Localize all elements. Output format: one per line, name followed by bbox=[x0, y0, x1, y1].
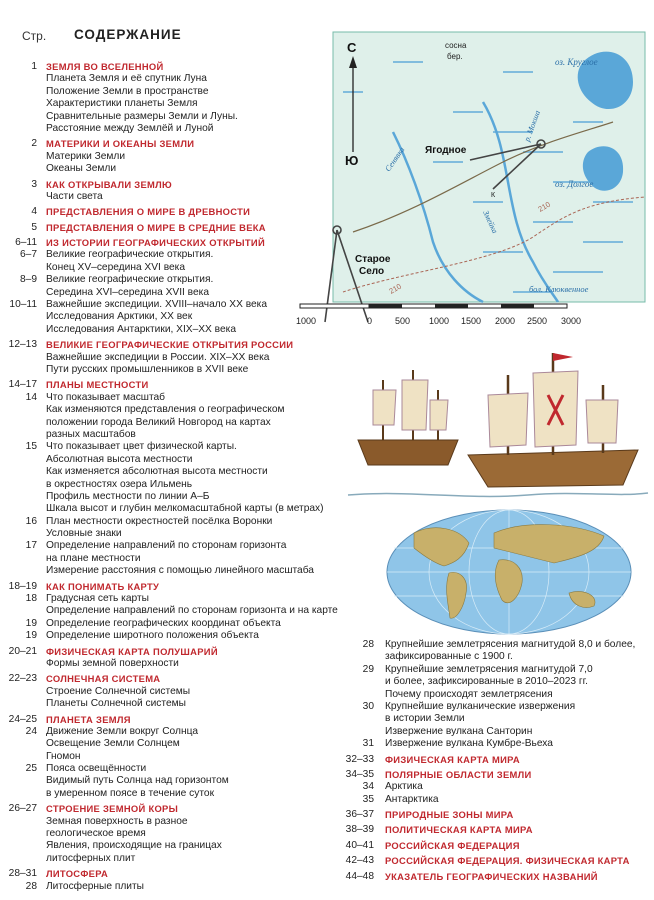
toc-page-number: 22–23 bbox=[8, 673, 37, 685]
toc-entry-title: Определение направлений по сторонам горизонта и на карте bbox=[46, 605, 338, 617]
toc-entry-row bbox=[0, 479, 350, 491]
toc-entry-row bbox=[340, 713, 654, 725]
toc-entry-title: в истории Земли bbox=[385, 713, 465, 725]
water-line bbox=[348, 493, 648, 496]
toc-section-row bbox=[0, 206, 350, 218]
toc-entry-row bbox=[0, 163, 350, 175]
toc-section-row bbox=[340, 840, 654, 852]
toc-entry-row bbox=[0, 763, 350, 775]
scale-tick-label: 1000 bbox=[296, 316, 317, 326]
toc-page-number: 31 bbox=[362, 738, 374, 750]
lake-round-label: оз. Круглое bbox=[555, 57, 598, 67]
toc-entry-row bbox=[0, 853, 350, 865]
north-label: С bbox=[347, 40, 357, 55]
toc-entry-row bbox=[340, 726, 654, 738]
toc-entry-row bbox=[0, 417, 350, 429]
toc-section-title: МАТЕРИКИ И ОКЕАНЫ ЗЕМЛИ bbox=[46, 138, 195, 150]
toc-entry-title: Характеристики планеты Земля bbox=[46, 98, 198, 110]
toc-section-title: ЗЕМЛЯ ВО ВСЕЛЕННОЙ bbox=[46, 61, 164, 72]
scale-tick-label: 2500 bbox=[527, 316, 548, 326]
river-zmeyka-label: Змейка bbox=[481, 209, 500, 235]
scale-tick-label: 1000 bbox=[429, 316, 450, 326]
toc-page-number: 29 bbox=[362, 663, 374, 675]
toc-section-row bbox=[0, 237, 350, 249]
toc-entry-row bbox=[0, 274, 350, 286]
toc-entry-title: Строение Солнечной системы bbox=[46, 685, 191, 697]
toc-entry-title: Что показывает цвет физической карты. bbox=[46, 441, 237, 453]
toc-entry-title: Гномон bbox=[46, 750, 81, 762]
village-staroe-label-2: Село bbox=[359, 266, 385, 277]
topographic-map bbox=[296, 32, 645, 332]
toc-section-title: КАК ОТКРЫВАЛИ ЗЕМЛЮ bbox=[46, 178, 172, 190]
toc-entry-title: Литосферные плиты bbox=[46, 880, 144, 892]
toc-entry-title: Крупнейшие землетрясения магнитудой 8,0 и более, bbox=[385, 639, 636, 650]
toc-section-title: ПЛАНЕТА ЗЕМЛЯ bbox=[46, 713, 131, 725]
toc-page-number: 3 bbox=[31, 178, 37, 190]
toc-page-number: 34–35 bbox=[345, 768, 374, 780]
toc-entry-title: Шкала высот и глубин мелкомасштабной карты (в метрах) bbox=[46, 503, 324, 515]
toc-entry-row bbox=[0, 751, 350, 763]
toc-section-row bbox=[340, 754, 654, 766]
village-yagodnoe-label: Ягодное bbox=[425, 145, 467, 156]
toc-entry-row bbox=[0, 540, 350, 552]
toc-page-number: 40–41 bbox=[345, 839, 374, 851]
toc-section-title: СТРОЕНИЕ ЗЕМНОЙ КОРЫ bbox=[46, 803, 179, 815]
toc-entry-title: Освещение Земли Солнцем bbox=[46, 738, 180, 750]
toc-page-number: 8–9 bbox=[20, 274, 37, 286]
toc-entry-title: Градусная сеть карты bbox=[46, 593, 149, 605]
toc-section-row bbox=[340, 809, 654, 821]
toc-entry-title: Пути русских промышленников в XVII веке bbox=[46, 363, 249, 375]
toc-page-number: 32–33 bbox=[345, 753, 374, 765]
toc-entry-title: Измерение расстояния с помощью линейного масштаба bbox=[46, 565, 314, 577]
toc-page-number: 38–39 bbox=[345, 824, 374, 836]
toc-entry-row bbox=[0, 364, 350, 376]
toc-entry-row bbox=[0, 191, 350, 203]
toc-section-title: ПРЕДСТАВЛЕНИЯ О МИРЕ В ДРЕВНОСТИ bbox=[46, 206, 251, 218]
toc-entry-row bbox=[340, 664, 654, 676]
toc-section-title: КАК ПОНИМАТЬ КАРТУ bbox=[46, 580, 160, 592]
toc-entry-title: Сравнительные размеры Земли и Луны. bbox=[46, 110, 238, 122]
toc-entry-row bbox=[0, 404, 350, 416]
toc-entry-row bbox=[0, 262, 350, 274]
toc-entry-row bbox=[0, 553, 350, 565]
toc-page-number: 26–27 bbox=[8, 803, 37, 815]
toc-entry-row bbox=[340, 639, 654, 651]
toc-section-title: ПРЕДСТАВЛЕНИЯ О МИРЕ В СРЕДНИЕ ВЕКА bbox=[46, 221, 266, 233]
toc-page-number: 28–31 bbox=[8, 868, 37, 880]
toc-entry-title: Крупнейшие вулканические извержения bbox=[385, 700, 576, 712]
toc-entry-row bbox=[340, 738, 654, 750]
toc-entry-title: и более, зафиксированные в 2010–2023 гг. bbox=[385, 676, 588, 688]
elevation-label-1: 210 bbox=[536, 199, 552, 214]
toc-entry-title: Материки Земли bbox=[46, 150, 126, 162]
toc-entry-title: Определение географических координат объекта bbox=[46, 617, 281, 629]
toc-section-row bbox=[0, 673, 350, 685]
toc-page-number: 18–19 bbox=[8, 580, 37, 592]
south-label: Ю bbox=[345, 153, 359, 168]
toc-entry-title: Антарктика bbox=[385, 793, 439, 805]
toc-page-number: 28 bbox=[362, 639, 374, 650]
toc-entry-row bbox=[0, 429, 350, 441]
toc-entry-title: Условные знаки bbox=[46, 528, 122, 540]
toc-entry-row bbox=[0, 605, 350, 617]
toc-entry-title: Абсолютная высота местности bbox=[46, 453, 193, 465]
toc-entry-title: План местности окрестностей посёлка Воронки bbox=[46, 515, 273, 527]
lake-long-label: оз. Долгое bbox=[555, 179, 594, 189]
toc-page-number: 35 bbox=[362, 793, 374, 805]
river-moksha-label: р. Мокша bbox=[522, 109, 542, 143]
toc-entry-title: геологическое время bbox=[46, 828, 146, 840]
toc-entry-title: Формы земной поверхности bbox=[46, 657, 179, 669]
toc-entry-title: Середина XVI–середина XVII века bbox=[46, 286, 209, 298]
ship-large-icon bbox=[468, 353, 638, 487]
toc-section-row bbox=[0, 61, 350, 73]
toc-section-row bbox=[0, 179, 350, 191]
toc-entry-row bbox=[0, 816, 350, 828]
toc-page-number: 25 bbox=[25, 763, 37, 775]
toc-page-number: 5 bbox=[31, 221, 37, 233]
toc-entry-title: Почему происходят землетрясения bbox=[385, 688, 553, 700]
toc-page-number: 4 bbox=[31, 206, 37, 218]
toc-entry-row bbox=[0, 86, 350, 98]
toc-entry-title: Что показывает масштаб bbox=[46, 391, 166, 403]
toc-entry-row bbox=[0, 726, 350, 738]
toc-page-number: 18 bbox=[25, 593, 37, 605]
toc-section-title: ИЗ ИСТОРИИ ГЕОГРАФИЧЕСКИХ ОТКРЫТИЙ bbox=[46, 237, 265, 249]
toc-entry-row bbox=[0, 466, 350, 478]
toc-entry-title: Важнейшие экспедиции. XVIII–начало XX века bbox=[46, 299, 268, 311]
point-k-label: К bbox=[491, 192, 496, 199]
toc-section-row bbox=[0, 339, 350, 351]
toc-entry-title: Извержение вулкана Санторин bbox=[385, 725, 533, 737]
toc-entry-row bbox=[340, 651, 654, 663]
toc-section-title: СОЛНЕЧНАЯ СИСТЕМА bbox=[46, 673, 161, 685]
world-map-illustration bbox=[384, 508, 634, 636]
toc-section-row bbox=[340, 769, 654, 781]
toc-entry-title: Пояса освещённости bbox=[46, 763, 147, 775]
toc-entry-row bbox=[0, 840, 350, 852]
toc-entry-row bbox=[0, 738, 350, 750]
scale-tick-label: 3000 bbox=[561, 316, 582, 326]
toc-entry-row bbox=[0, 528, 350, 540]
toc-page-number: 24 bbox=[25, 725, 37, 737]
toc-section-row bbox=[340, 855, 654, 867]
toc-section-title: ПРИРОДНЫЕ ЗОНЫ МИРА bbox=[385, 809, 514, 821]
toc-entry-title: Как изменяется абсолютная высота местности bbox=[46, 466, 268, 478]
toc-section-title: РОССИЙСКАЯ ФЕДЕРАЦИЯ. ФИЗИЧЕСКАЯ КАРТА bbox=[385, 855, 630, 867]
tree-label-2: бер. bbox=[447, 52, 463, 61]
toc-section-row bbox=[0, 222, 350, 234]
toc-page-number: 6–7 bbox=[20, 249, 37, 261]
toc-entry-row bbox=[340, 676, 654, 688]
toc-entry-row bbox=[340, 689, 654, 701]
page-column-label: Стр. bbox=[22, 29, 47, 43]
scale-tick-label: 0 bbox=[367, 316, 373, 326]
toc-entry-title: Определение широтного положения объекта bbox=[46, 630, 259, 642]
toc-section-row bbox=[0, 646, 350, 658]
scale-tick-label: 2000 bbox=[495, 316, 516, 326]
toc-section-title: РОССИЙСКАЯ ФЕДЕРАЦИЯ bbox=[385, 839, 520, 851]
toc-entry-title: Части света bbox=[46, 190, 103, 202]
tree-label-1: сосна bbox=[445, 41, 467, 50]
toc-page-number: 1 bbox=[31, 61, 37, 72]
toc-entry-row bbox=[340, 701, 654, 713]
toc-entry-row bbox=[0, 618, 350, 630]
toc-entry-title: Определение направлений по сторонам горизонта bbox=[46, 540, 287, 552]
toc-entry-title: Великие географические открытия. bbox=[46, 274, 214, 286]
toc-entry-row bbox=[0, 593, 350, 605]
toc-entry-title: Земная поверхность в разное bbox=[46, 815, 188, 827]
toc-page-number: 15 bbox=[25, 441, 37, 453]
toc-section-title: ЛИТОСФЕРА bbox=[46, 868, 109, 880]
toc-page-number: 17 bbox=[25, 540, 37, 552]
toc-entry-row bbox=[0, 788, 350, 800]
toc-entry-title: Расстояние между Землёй и Луной bbox=[46, 122, 214, 134]
river-senyavka-label: Сенявка bbox=[383, 145, 407, 174]
toc-entry-title: Профиль местности по линии А–Б bbox=[46, 490, 210, 502]
toc-entry-row bbox=[0, 392, 350, 404]
toc-entry-title: Видимый путь Солнца над горизонтом bbox=[46, 775, 229, 787]
toc-entry-row bbox=[0, 151, 350, 163]
toc-entry-row bbox=[0, 698, 350, 710]
toc-section-row bbox=[0, 868, 350, 880]
toc-page-number: 20–21 bbox=[8, 645, 37, 657]
toc-page-number: 30 bbox=[362, 700, 374, 712]
toc-entry-row bbox=[0, 111, 350, 123]
toc-page-number: 10–11 bbox=[9, 299, 37, 311]
toc-entry-row bbox=[0, 686, 350, 698]
toc-entry-row bbox=[0, 516, 350, 528]
elevation-label-2: 210 bbox=[387, 281, 403, 296]
toc-page-number: 34 bbox=[362, 781, 374, 793]
toc-entry-row bbox=[0, 249, 350, 261]
toc-page-number: 2 bbox=[31, 138, 37, 150]
toc-entry-row bbox=[340, 794, 654, 806]
scale-tick-label: 500 bbox=[395, 316, 411, 326]
toc-left-column bbox=[0, 58, 350, 893]
toc-entry-title: Океаны Земли bbox=[46, 163, 117, 175]
toc-entry-title: в умеренном поясе в течение суток bbox=[46, 787, 215, 799]
toc-entry-row bbox=[0, 630, 350, 642]
scale-tick-label: 1500 bbox=[461, 316, 482, 326]
toc-entry-title: Важнейшие экспедиции в России. XIX–XX века bbox=[46, 351, 270, 363]
sailing-ships-illustration bbox=[348, 345, 648, 505]
toc-entry-title: Как изменяются представления о географическом bbox=[46, 404, 285, 416]
toc-entry-title: Извержение вулкана Кумбре-Вьеха bbox=[385, 738, 553, 750]
toc-section-row bbox=[0, 379, 350, 391]
toc-page-number: 42–43 bbox=[345, 855, 374, 867]
toc-entry-title: разных масштабов bbox=[46, 428, 136, 440]
toc-page-number: 14 bbox=[25, 391, 37, 403]
toc-section-title: УКАЗАТЕЛЬ ГЕОГРАФИЧЕСКИХ НАЗВАНИЙ bbox=[385, 870, 598, 882]
toc-entry-title: Крупнейшие землетрясения магнитудой 7,0 bbox=[385, 663, 593, 675]
toc-page-number: 19 bbox=[25, 617, 37, 629]
toc-entry-row bbox=[0, 98, 350, 110]
toc-page-number: 28 bbox=[25, 880, 37, 892]
toc-entry-title: Конец XV–середина XVI века bbox=[46, 261, 185, 273]
toc-section-row bbox=[0, 714, 350, 726]
toc-entry-title: Арктика bbox=[385, 781, 423, 793]
toc-entry-title: зафиксированные с 1900 г. bbox=[385, 651, 513, 663]
toc-section-row bbox=[0, 138, 350, 150]
linear-scale-bar bbox=[300, 304, 567, 308]
toc-entry-row bbox=[0, 441, 350, 453]
toc-entry-row bbox=[0, 299, 350, 311]
page-title: СОДЕРЖАНИЕ bbox=[74, 27, 182, 42]
toc-page-number: 6–11 bbox=[15, 237, 37, 249]
toc-entry-row bbox=[0, 658, 350, 670]
toc-entry-row bbox=[0, 73, 350, 85]
toc-entry-row bbox=[0, 491, 350, 503]
toc-entry-row bbox=[0, 454, 350, 466]
toc-entry-title: положении города Великий Новгород на картах bbox=[46, 416, 271, 428]
toc-entry-title: Великие географические открытия. bbox=[46, 249, 214, 261]
toc-section-title: ВЕЛИКИЕ ГЕОГРАФИЧЕСКИЕ ОТКРЫТИЯ РОССИИ bbox=[46, 339, 294, 351]
toc-page-number: 12–13 bbox=[8, 339, 37, 351]
toc-page-number: 36–37 bbox=[345, 809, 374, 821]
toc-entry-row bbox=[340, 781, 654, 793]
toc-section-row bbox=[340, 824, 654, 836]
toc-section-title: ПЛАНЫ МЕСТНОСТИ bbox=[46, 379, 149, 391]
toc-entry-title: в окрестностях озера Ильмень bbox=[46, 478, 193, 490]
toc-entry-title: Положение Земли в пространстве bbox=[46, 85, 209, 97]
toc-section-title: ФИЗИЧЕСКАЯ КАРТА МИРА bbox=[385, 753, 520, 765]
toc-section-row bbox=[340, 871, 654, 883]
scale-tick-labels bbox=[296, 316, 581, 326]
toc-right-column bbox=[340, 639, 654, 883]
toc-section-title: ФИЗИЧЕСКАЯ КАРТА ПОЛУШАРИЙ bbox=[46, 645, 218, 657]
ship-small-icon bbox=[358, 370, 458, 465]
toc-entry-row bbox=[0, 503, 350, 515]
toc-entry-title: литосферных плит bbox=[46, 852, 136, 864]
toc-entry-row bbox=[0, 775, 350, 787]
toc-page-number: 16 bbox=[25, 515, 37, 527]
toc-entry-row bbox=[0, 828, 350, 840]
toc-entry-title: Движение Земли вокруг Солнца bbox=[46, 725, 199, 737]
toc-page-number: 44–48 bbox=[345, 870, 374, 882]
toc-entry-title: Явления, происходящие на границах bbox=[46, 840, 222, 852]
toc-page-number: 14–17 bbox=[8, 379, 37, 391]
toc-section-row bbox=[0, 803, 350, 815]
toc-section-row bbox=[0, 581, 350, 593]
toc-entry-row bbox=[0, 565, 350, 577]
swamp-label: бол. Клюквенное bbox=[529, 284, 589, 294]
toc-section-title: ПОЛИТИЧЕСКАЯ КАРТА МИРА bbox=[385, 824, 533, 836]
toc-entry-title: Планета Земля и её спутник Луна bbox=[46, 73, 207, 85]
village-staroe-label-1: Старое bbox=[355, 254, 391, 265]
toc-entry-title: Исследования Антарктики, XIX–XX века bbox=[46, 323, 236, 335]
toc-entry-row bbox=[0, 123, 350, 135]
toc-entry-title: Планеты Солнечной системы bbox=[46, 698, 186, 710]
toc-section-title: ПОЛЯРНЫЕ ОБЛАСТИ ЗЕМЛИ bbox=[385, 768, 532, 780]
toc-entry-row bbox=[0, 881, 350, 893]
toc-entry-row bbox=[0, 287, 350, 299]
toc-entry-title: Исследования Арктики, XX век bbox=[46, 311, 193, 323]
toc-entry-title: на плане местности bbox=[46, 552, 141, 564]
toc-page-number: 24–25 bbox=[8, 713, 37, 725]
toc-page-number: 19 bbox=[25, 630, 37, 642]
toc-entry-row bbox=[0, 352, 350, 364]
